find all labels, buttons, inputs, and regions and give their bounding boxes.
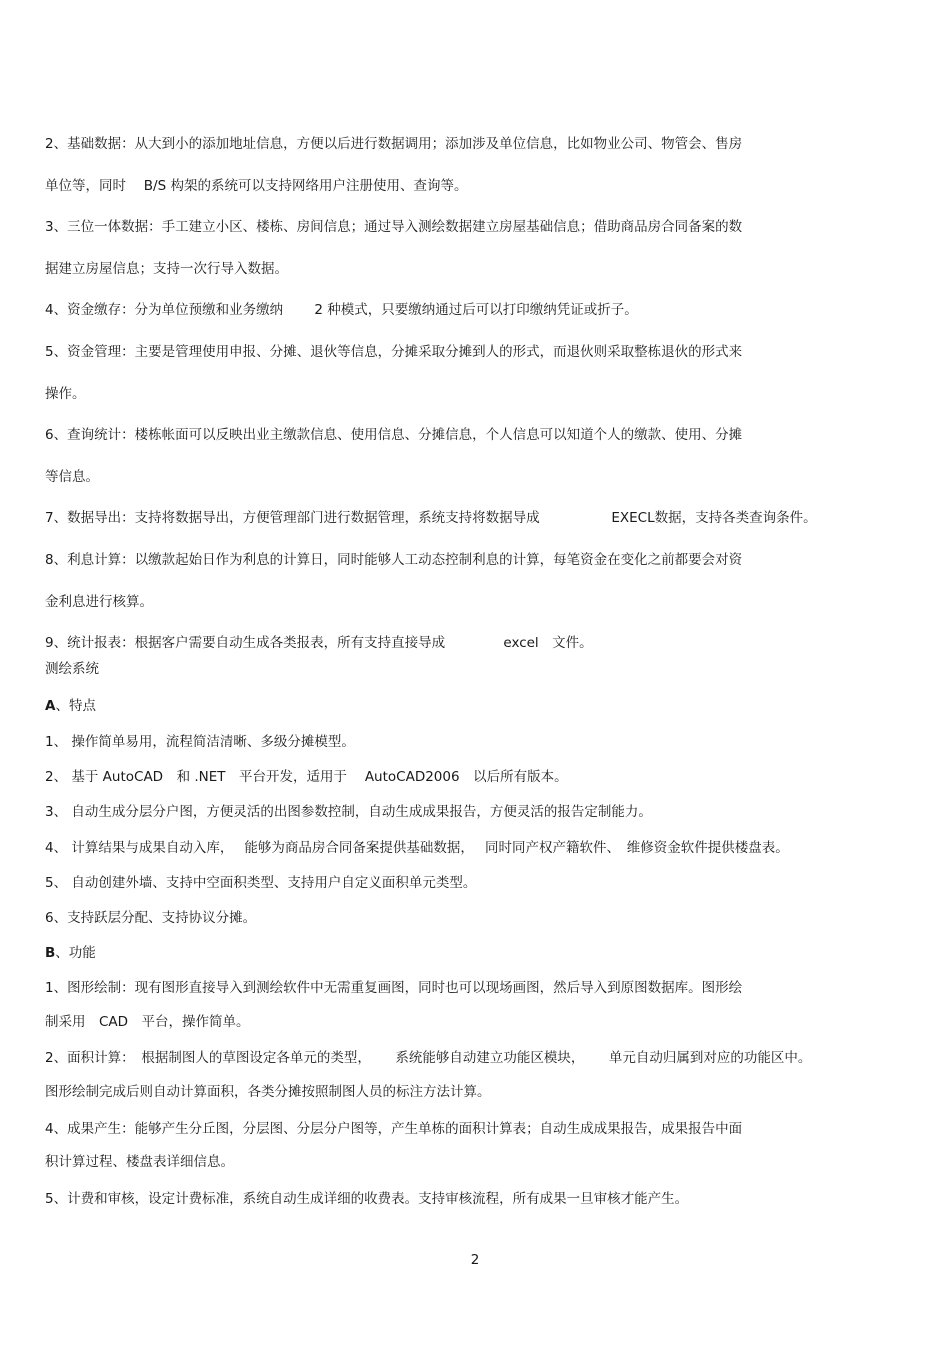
feature-6: 6、支持跃层分配、支持协议分摊。 (45, 910, 257, 926)
heading-b-functions (45, 944, 96, 962)
item-7-data-export: 7、数据导出：支持将数据导出，方便管理部门进行数据管理，系统支持将数据导成 EXECL数据，支持各类查询条件。 (45, 510, 817, 526)
item-4-fund-deposit: 4、资金缴存：分为单位预缴和业务缴纳 2 种模式，只要缴纳通过后可以打印缴纳凭证或折子。 (45, 302, 638, 318)
heading-a-features (45, 697, 96, 715)
function-4-results-line-1: 4、成果产生：能够产生分丘图，分层图、分层分户图等，产生单栋的面积计算表；自动生成成果报告，成果报告中面 (45, 1121, 743, 1137)
function-5-billing-review: 5、计费和审核，设定计费标准，系统自动生成详细的收费表。支持审核流程，所有成果一旦审核才能产生。 (45, 1191, 689, 1207)
function-1-graphic-drawing-line-1: 1、图形绘制：现有图形直接导入到测绘软件中无需重复画图，同时也可以现场画图，然后导入到原图数据库。图形绘 (45, 980, 743, 996)
function-4-results-line-2: 积计算过程、楼盘表详细信息。 (45, 1154, 234, 1170)
function-1-graphic-drawing-line-2: 制采用 CAD 平台，操作简单。 (45, 1014, 250, 1030)
page-number: 2 (470, 1252, 480, 1268)
item-5-fund-management-line-1: 5、资金管理：主要是管理使用申报、分摊、退伙等信息，分摊采取分摊到人的形式，而退伙则采取整栋退伙的形式来 (45, 344, 743, 360)
feature-1: 1、 操作简单易用，流程简洁清晰、多级分摊模型。 (45, 734, 355, 750)
section-title-surveying-system: 测绘系统 (45, 661, 99, 677)
item-9-statistical-reports: 9、统计报表：根据客户需要自动生成各类报表，所有支持直接导成 excel 文件。 (45, 635, 593, 651)
item-6-query-statistics-line-1: 6、查询统计：楼栋帐面可以反映出业主缴款信息、使用信息、分摊信息，个人信息可以知道个人的缴款、使用、分摊 (45, 427, 743, 443)
item-8-interest-calc-line-2: 金利息进行核算。 (45, 594, 153, 610)
feature-4: 4、 计算结果与成果自动入库， 能够为商品房合同备案提供基础数据， 同时同产权产籍软件、 维修资金软件提供楼盘表。 (45, 840, 789, 856)
item-8-interest-calc-line-1: 8、利息计算：以缴款起始日作为利息的计算日，同时能够人工动态控制利息的计算，每笔资金在变化之前都要会对资 (45, 552, 743, 568)
item-3-integrated-data-line-2: 据建立房屋信息；支持一次行导入数据。 (45, 261, 288, 277)
function-2-area-calc-line-2: 图形绘制完成后则自动计算面积，各类分摊按照制图人员的标注方法计算。 (45, 1084, 491, 1100)
heading-b-letter: B (45, 945, 56, 961)
item-2-basic-data-line-1: 2、基础数据：从大到小的添加地址信息，方便以后进行数据调用；添加涉及单位信息，比如物业公司、物管会、售房 (45, 136, 743, 152)
item-2-basic-data-line-2: 单位等，同时 B/S 构架的系统可以支持网络用户注册使用、查询等。 (45, 178, 468, 194)
item-5-fund-management-line-2: 操作。 (45, 386, 86, 402)
heading-b-text: 、功能 (55, 945, 96, 961)
heading-a-text: 、特点 (55, 698, 96, 714)
item-3-integrated-data-line-1: 3、三位一体数据：手工建立小区、楼栋、房间信息；通过导入测绘数据建立房屋基础信息；借助商品房合同备案的数 (45, 219, 743, 235)
function-2-area-calc-line-1: 2、面积计算： 根据制图人的草图设定各单元的类型， 系统能够自动建立功能区模块， 单元自动归属到对应的功能区中。 (45, 1050, 812, 1066)
feature-3: 3、 自动生成分层分户图，方便灵活的出图参数控制，自动生成成果报告，方便灵活的报告定制能力。 (45, 804, 652, 820)
feature-2: 2、 基于 AutoCAD 和 .NET 平台开发，适用于 AutoCAD2006 以后所有版本。 (45, 769, 568, 785)
feature-5: 5、 自动创建外墙、支持中空面积类型、支持用户自定义面积单元类型。 (45, 875, 477, 891)
heading-a-letter: A (45, 698, 56, 714)
item-6-query-statistics-line-2: 等信息。 (45, 469, 99, 485)
